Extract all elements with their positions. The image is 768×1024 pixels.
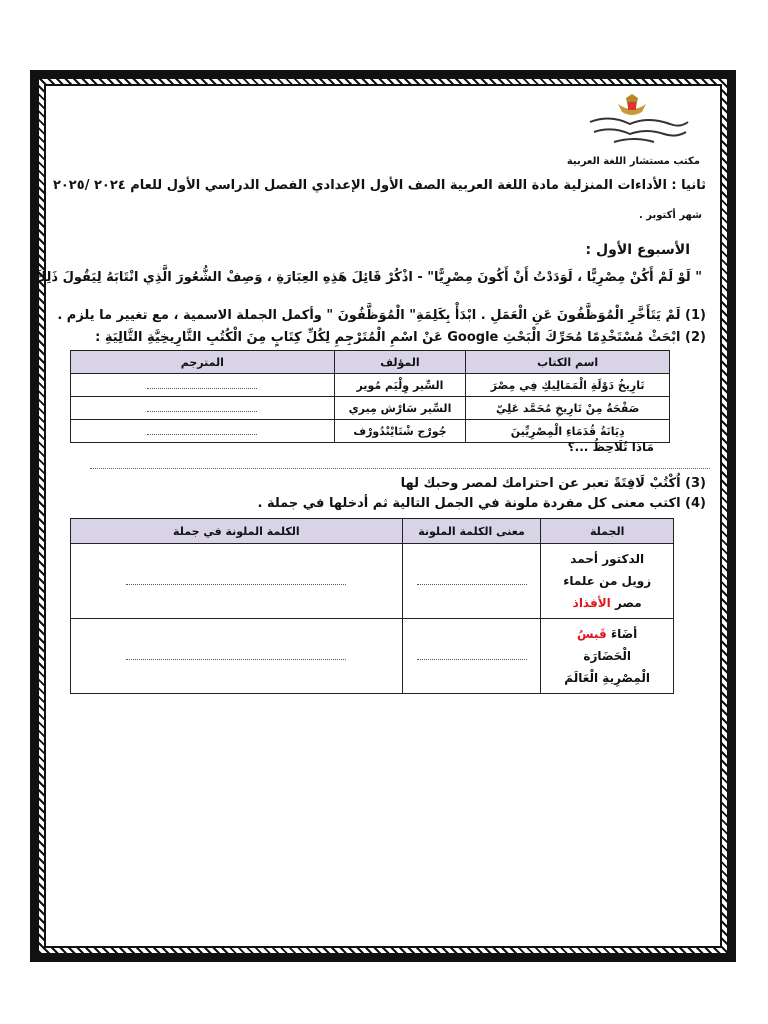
office-label: مكتب مستشار اللغة العربية [566, 156, 700, 167]
books-header-translator: المترجم [71, 351, 335, 374]
translator-answer[interactable] [71, 397, 335, 420]
question-4: (4) اكتب معنى كل مفردة ملونة في الجمل التالية ثم أدخلها في جملة . [257, 496, 706, 511]
books-table [70, 350, 670, 443]
vocab-table [70, 518, 674, 694]
sentence-cell [541, 544, 674, 619]
table-row [71, 397, 670, 420]
book-title: صَفْحَةٌ مِنْ تَارِيخِ مُحَمَّد عَلِيّ [466, 397, 670, 420]
sentence-line: الْحَضَارَة [583, 649, 631, 663]
books-header-title: اسم الكتاب [466, 351, 670, 374]
sentence-line [547, 623, 667, 645]
book-author: السِّير سَارْش مِيري [334, 397, 466, 420]
quote-question: " لَوْ لَمْ أَكُنْ مِصْرِيًّا ، لَوَدَدْتُ أَنْ أَكُونَ مِصْرِيًّا" - اذْكُرْ قَائِلَ هَذِهِ العِبَارَةِ ، وَصِفْ الشُّعُورَ الَّذِي انْتَابَهُ لِيَقُولَ ذَلِكَ [34, 270, 702, 285]
ministry-logo [584, 92, 694, 150]
table-row [71, 544, 674, 619]
colored-word: قَبسُ [577, 627, 607, 641]
vocab-header-sentence: الجملة [541, 519, 674, 544]
sentence-cell [541, 619, 674, 694]
usage-answer[interactable] [71, 619, 403, 694]
meaning-answer[interactable] [402, 544, 541, 619]
table-row [71, 619, 674, 694]
book-author: السِّير وِلْيَم مُوير [334, 374, 466, 397]
sentence-text: أضَاءَ [606, 627, 638, 641]
usage-answer[interactable] [71, 544, 403, 619]
month-label: شهر أكتوبر . [639, 210, 702, 221]
meaning-answer[interactable] [402, 619, 541, 694]
book-author: جُورْج شْتَايْنْدُورْف [334, 420, 466, 443]
sentence-line: الدكتور أحمد [570, 552, 645, 566]
page-area [44, 84, 722, 948]
sentence-text: مصر [610, 596, 642, 610]
question-1: (1) لَمْ يَتَأَخَّرِ الْمُوَظَّفُونَ عَنِ الْعَمَلِ . ابْدَأْ بِكَلِمَةِ" الْمُوَظَّفُونَ " وأكمل الجملة الاسمية ، مع تغيير ما يلزم . [57, 308, 706, 323]
vocab-header-meaning: معنى الكلمة الملونة [402, 519, 541, 544]
page-title: ثانيا : الأداءات المنزلية مادة اللغة العربية الصف الأول الإعدادي الفصل الدراسي الأول للعام ٢٠٢٤ /٢٠٢٥ [52, 178, 706, 193]
sentence-line [547, 592, 667, 614]
question-2: (2) ابْحَثْ مُسْتَخْدِمًا مُحَرِّكَ الْبَحْثِ Google عَنْ اسْمِ الْمُتَرْجِمِ لِكُلِّ كِتَابٍ مِنَ الْكُتُبِ التَّارِيخِيَّةِ التَّالِيَةِ : [95, 330, 706, 345]
book-title: تَارِيخُ دَوْلَةِ الْمَمَالِيكِ فِي مِصْرَ [466, 374, 670, 397]
answer-line[interactable] [90, 468, 710, 469]
notice-prompt: مَاذَا تُلَاحِظُ ...؟ [567, 440, 654, 454]
books-header-author: المؤلف [334, 351, 466, 374]
translator-answer[interactable] [71, 374, 335, 397]
book-title: دِيَانَةُ قُدَمَاءِ الْمِصْرِيِّينَ [466, 420, 670, 443]
sentence-line: الْمِصْرِيةِ الْعَالَمَ [564, 671, 651, 685]
colored-word: الأفذاذ [572, 596, 611, 610]
translator-answer[interactable] [71, 420, 335, 443]
vocab-header-usage: الكلمة الملونة في جملة [71, 519, 403, 544]
question-3: (3) اُكْتُبْ لَافِتَةً تعبر عن احترامك لمصر وحبك لها [400, 476, 706, 491]
week-label: الأسبوع الأول : [585, 242, 690, 258]
sentence-line: زويل من علماء [563, 574, 652, 588]
table-row [71, 374, 670, 397]
